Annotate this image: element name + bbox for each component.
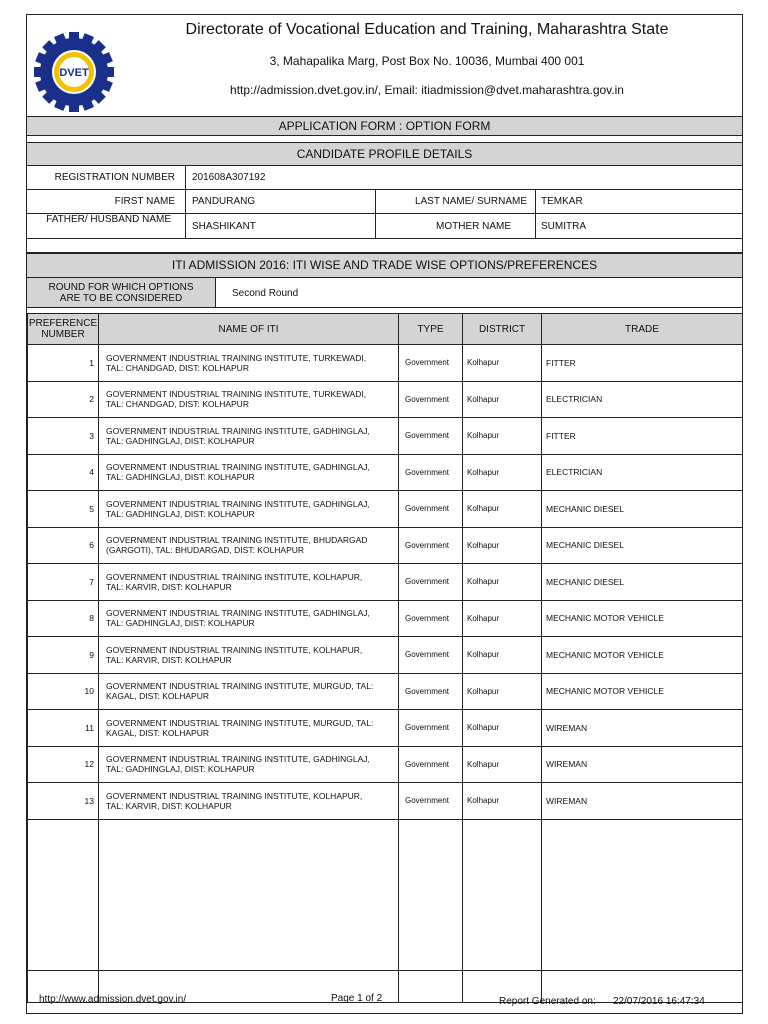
iti-name-line-1: GOVERNMENT INDUSTRIAL TRAINING INSTITUTE, KOLHAPUR, [106, 790, 363, 801]
table-row [28, 454, 743, 491]
iti-name-line-1: GOVERNMENT INDUSTRIAL TRAINING INSTITUTE, GADHINGLAJ, [106, 498, 370, 509]
iti-trade: MECHANIC DIESEL [542, 564, 743, 601]
iti-type: Government [399, 673, 463, 710]
preference-number: 1 [28, 345, 99, 382]
last-name-label: LAST NAME/ SURNAME [414, 196, 527, 207]
iti-name-line-2: TAL: CHANDGAD, DIST: KOLHAPUR [106, 399, 249, 410]
divider [185, 166, 186, 190]
form-page [26, 14, 743, 1014]
form-title: APPLICATION FORM : OPTION FORM [278, 119, 491, 133]
col-preference-number [28, 314, 99, 345]
iti-name [99, 491, 399, 528]
iti-name [99, 381, 399, 418]
preference-number: 11 [28, 710, 99, 747]
first-name-value: PANDURANG [192, 196, 256, 207]
col-district: DISTRICT [463, 314, 542, 345]
table-row [28, 381, 743, 418]
iti-district: Kolhapur [463, 527, 542, 564]
table-row [28, 637, 743, 674]
iti-name-line-1: GOVERNMENT INDUSTRIAL TRAINING INSTITUTE, TURKEWADI, [106, 389, 367, 400]
iti-trade: FITTER [542, 418, 743, 455]
iti-district: Kolhapur [463, 564, 542, 601]
iti-district: Kolhapur [463, 746, 542, 783]
report-generated-value: 22/07/2016 16:47:34 [613, 996, 705, 1007]
iti-name [99, 345, 399, 382]
registration-label: REGISTRATION NUMBER [54, 172, 175, 183]
address: 3, Mahapalika Marg, Post Box No. 10036, Mumbai 400 001 [269, 54, 585, 68]
preference-number: 13 [28, 783, 99, 820]
iti-type: Government [399, 600, 463, 637]
profile-section-title: CANDIDATE PROFILE DETAILS [296, 147, 473, 161]
iti-name-line-2: KAGAL, DIST: KOLHAPUR [106, 727, 209, 738]
father-name-value: SHASHIKANT [192, 221, 256, 232]
iti-name-line-1: GOVERNMENT INDUSTRIAL TRAINING INSTITUTE, KOLHAPUR, [106, 571, 363, 582]
table-row [28, 527, 743, 564]
iti-type: Government [399, 564, 463, 601]
col-preference-line-2: NUMBER [41, 329, 85, 340]
col-name-of-iti: NAME OF ITI [99, 314, 399, 345]
spacer-row [27, 239, 742, 253]
iti-district: Kolhapur [463, 637, 542, 674]
iti-trade: MECHANIC DIESEL [542, 527, 743, 564]
iti-district: Kolhapur [463, 345, 542, 382]
iti-name [99, 600, 399, 637]
preference-number: 9 [28, 637, 99, 674]
iti-name [99, 637, 399, 674]
preference-number: 3 [28, 418, 99, 455]
iti-name-line-2: TAL: KARVIR, DIST: KOLHAPUR [106, 800, 232, 811]
iti-type: Government [399, 418, 463, 455]
iti-name-line-2: (GARGOTI), TAL: BHUDARGAD, DIST: KOLHAPUR [106, 545, 305, 556]
iti-type: Government [399, 345, 463, 382]
mother-name-label: MOTHER NAME [436, 221, 511, 232]
table-row [28, 673, 743, 710]
iti-district: Kolhapur [463, 381, 542, 418]
iti-name-line-2: TAL: GADHINGLAJ, DIST: KOLHAPUR [106, 618, 255, 629]
preference-number: 10 [28, 673, 99, 710]
last-name-value: TEMKAR [541, 196, 583, 207]
round-row [27, 278, 742, 308]
iti-trade: WIREMAN [542, 710, 743, 747]
iti-name [99, 746, 399, 783]
iti-type: Government [399, 381, 463, 418]
page-header [27, 15, 742, 116]
iti-name-line-2: TAL: KARVIR, DIST: KOLHAPUR [106, 654, 232, 665]
iti-type: Government [399, 527, 463, 564]
iti-trade: MECHANIC MOTOR VEHICLE [542, 673, 743, 710]
round-label-line-2: ARE TO BE CONSIDERED [59, 293, 183, 304]
col-trade: TRADE [542, 314, 743, 345]
iti-district: Kolhapur [463, 710, 542, 747]
iti-name-line-1: GOVERNMENT INDUSTRIAL TRAINING INSTITUTE, GADHINGLAJ, [106, 608, 370, 619]
preference-number: 5 [28, 491, 99, 528]
iti-type: Government [399, 746, 463, 783]
table-row [28, 345, 743, 382]
iti-name-line-2: TAL: GADHINGLAJ, DIST: KOLHAPUR [106, 435, 255, 446]
iti-district: Kolhapur [463, 600, 542, 637]
iti-trade: MECHANIC DIESEL [542, 491, 743, 528]
iti-type: Government [399, 637, 463, 674]
table-row [28, 491, 743, 528]
iti-name-line-1: GOVERNMENT INDUSTRIAL TRAINING INSTITUTE, GADHINGLAJ, [106, 462, 370, 473]
page-footer [27, 970, 742, 1014]
footer-url: http://www.admission.dvet.gov.in/ [39, 994, 187, 1005]
iti-name [99, 564, 399, 601]
iti-trade: MECHANIC MOTOR VEHICLE [542, 637, 743, 674]
iti-district: Kolhapur [463, 454, 542, 491]
table-row [28, 746, 743, 783]
dvet-logo [31, 29, 117, 115]
iti-name-line-1: GOVERNMENT INDUSTRIAL TRAINING INSTITUTE, KOLHAPUR, [106, 644, 363, 655]
profile-section-bar [27, 142, 742, 166]
iti-name-line-1: GOVERNMENT INDUSTRIAL TRAINING INSTITUTE, GADHINGLAJ, [106, 425, 370, 436]
iti-name-line-1: GOVERNMENT INDUSTRIAL TRAINING INSTITUTE, BHUDARGAD [106, 535, 368, 546]
iti-trade: WIREMAN [542, 746, 743, 783]
iti-type: Government [399, 491, 463, 528]
options-section-title: ITI ADMISSION 2016: ITI WISE AND TRADE WISE OPTIONS/PREFERENCES [171, 258, 598, 272]
iti-name-line-2: TAL: GADHINGLAJ, DIST: KOLHAPUR [106, 508, 255, 519]
preferences-body [28, 345, 743, 1003]
table-row [28, 564, 743, 601]
iti-name-line-2: TAL: KARVIR, DIST: KOLHAPUR [106, 581, 232, 592]
preference-number: 2 [28, 381, 99, 418]
iti-type: Government [399, 783, 463, 820]
preference-number: 6 [28, 527, 99, 564]
first-name-label: FIRST NAME [114, 196, 175, 207]
website-email: http://admission.dvet.gov.in/, Email: itiadmission@dvet.maharashtra.gov.in [230, 83, 624, 97]
iti-district: Kolhapur [463, 673, 542, 710]
iti-name-line-2: TAL: GADHINGLAJ, DIST: KOLHAPUR [106, 764, 255, 775]
iti-name [99, 527, 399, 564]
col-preference-line-1: PREFERENCE [28, 318, 98, 329]
logo-text: DVET [59, 67, 89, 79]
iti-trade: FITTER [542, 345, 743, 382]
table-row [28, 710, 743, 747]
iti-name-line-1: GOVERNMENT INDUSTRIAL TRAINING INSTITUTE, MURGUD, TAL: [106, 717, 374, 728]
iti-trade: MECHANIC MOTOR VEHICLE [542, 600, 743, 637]
preference-number: 4 [28, 454, 99, 491]
table-row [28, 600, 743, 637]
iti-type: Government [399, 454, 463, 491]
father-name-label: FATHER/ HUSBAND NAME [46, 214, 171, 225]
iti-name [99, 418, 399, 455]
iti-name [99, 454, 399, 491]
page-number: Page 1 of 2 [331, 993, 383, 1004]
iti-name-line-1: GOVERNMENT INDUSTRIAL TRAINING INSTITUTE, GADHINGLAJ, [106, 754, 370, 765]
preferences-table [27, 313, 743, 1003]
iti-trade: ELECTRICIAN [542, 454, 743, 491]
options-section-bar [27, 253, 742, 278]
iti-district: Kolhapur [463, 783, 542, 820]
iti-trade: WIREMAN [542, 783, 743, 820]
iti-name-line-2: KAGAL, DIST: KOLHAPUR [106, 691, 209, 702]
preference-number: 12 [28, 746, 99, 783]
preference-number: 8 [28, 600, 99, 637]
iti-name [99, 710, 399, 747]
iti-district: Kolhapur [463, 418, 542, 455]
round-value: Second Round [232, 288, 299, 299]
col-type: TYPE [399, 314, 463, 345]
report-generated-label: Report Generated on: [499, 996, 596, 1007]
iti-district: Kolhapur [463, 491, 542, 528]
table-row [28, 418, 743, 455]
mother-name-value: SUMITRA [541, 221, 586, 232]
iti-name [99, 783, 399, 820]
round-label-line-1: ROUND FOR WHICH OPTIONS [48, 282, 194, 293]
iti-type: Government [399, 710, 463, 747]
iti-name-line-2: TAL: CHANDGAD, DIST: KOLHAPUR [106, 362, 249, 373]
form-title-bar [27, 116, 742, 136]
iti-name-line-1: GOVERNMENT INDUSTRIAL TRAINING INSTITUTE, TURKEWADI, [106, 352, 367, 363]
iti-name-line-2: TAL: GADHINGLAJ, DIST: KOLHAPUR [106, 472, 255, 483]
iti-name-line-1: GOVERNMENT INDUSTRIAL TRAINING INSTITUTE, MURGUD, TAL: [106, 681, 374, 692]
table-row [28, 783, 743, 820]
iti-trade: ELECTRICIAN [542, 381, 743, 418]
table-header-row [28, 314, 743, 345]
iti-name [99, 673, 399, 710]
page-title: Directorate of Vocational Education and Training, Maharashtra State [185, 21, 669, 38]
registration-value: 201608A307192 [192, 172, 266, 183]
preference-number: 7 [28, 564, 99, 601]
